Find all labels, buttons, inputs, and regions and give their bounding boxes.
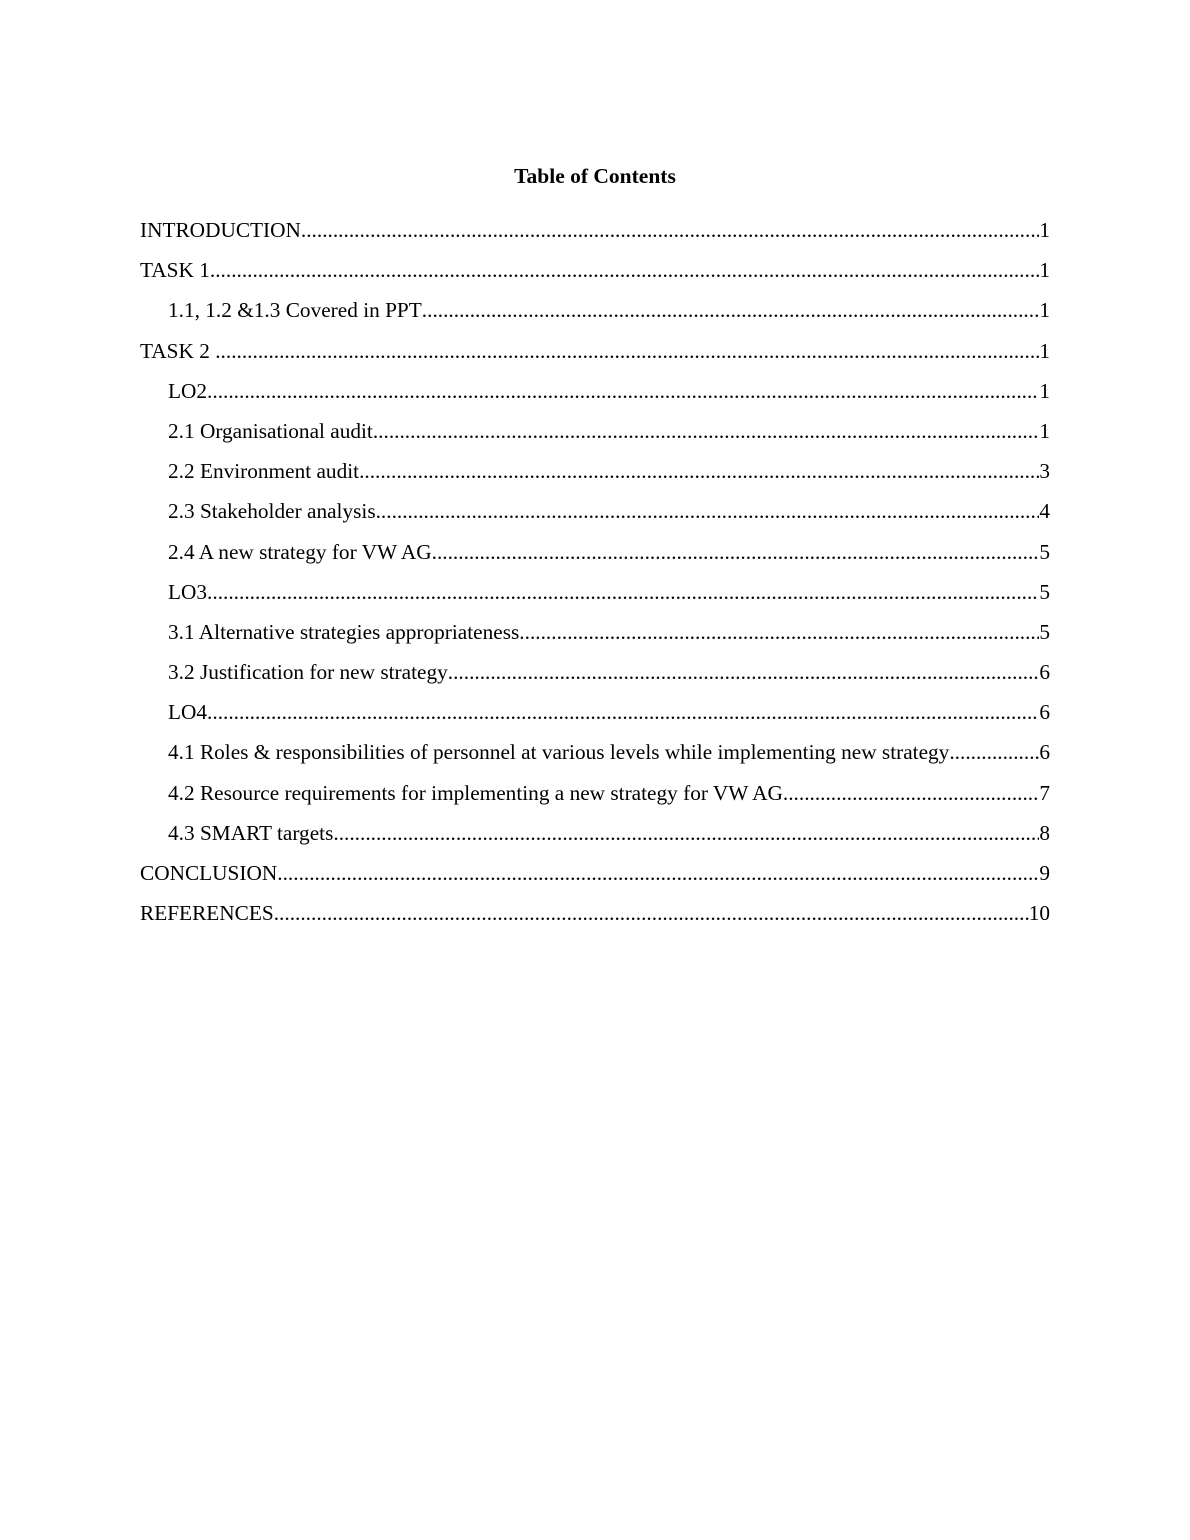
- toc-entry-label: CONCLUSION: [140, 861, 278, 885]
- toc-entry-page: 9: [1039, 861, 1050, 885]
- toc-entry[interactable]: [140, 216, 1050, 256]
- dot-leader: [277, 859, 1039, 887]
- toc-entry-label: 2.4 A new strategy for VW AG: [168, 539, 432, 564]
- toc-entry[interactable]: [140, 337, 1050, 377]
- toc-entry[interactable]: [140, 457, 1050, 497]
- toc-entry[interactable]: [140, 538, 1050, 578]
- toc-entry-page: 4: [1039, 499, 1050, 524]
- dot-leader: [210, 256, 1039, 284]
- toc-entry-label: 4.1 Roles & responsibilities of personnel at various levels while implementing new strategy: [168, 740, 950, 765]
- toc-entry[interactable]: [140, 658, 1050, 698]
- toc-entry[interactable]: [140, 698, 1050, 738]
- toc-entry[interactable]: [140, 377, 1050, 417]
- toc-entry-label: LO3: [168, 579, 208, 604]
- toc-entry[interactable]: [140, 859, 1050, 899]
- toc-entry-label: TASK 1: [140, 258, 210, 283]
- toc-entry-page: 1: [1039, 218, 1050, 242]
- toc-entry-page: 7: [1039, 780, 1050, 805]
- toc-entry[interactable]: [140, 819, 1050, 859]
- toc-entry-page: 1: [1039, 378, 1050, 403]
- toc-entry-label: 4.3 SMART targets: [168, 820, 334, 845]
- dot-leader: [949, 738, 1039, 766]
- toc-entry-page: 1: [1039, 298, 1050, 323]
- dot-leader: [519, 618, 1039, 646]
- dot-leader: [333, 819, 1039, 847]
- toc-entry[interactable]: [140, 256, 1050, 296]
- dot-leader: [301, 216, 1039, 244]
- dot-leader: [432, 538, 1040, 566]
- table-of-contents: [140, 216, 1050, 939]
- dot-leader: [207, 698, 1039, 726]
- toc-entry[interactable]: [140, 497, 1050, 537]
- toc-entry-label: TASK 2: [140, 338, 216, 363]
- toc-entry-label: INTRODUCTION: [140, 218, 301, 242]
- toc-entry-page: 5: [1039, 619, 1050, 644]
- toc-entry-page: 5: [1039, 579, 1050, 604]
- dot-leader: [376, 497, 1040, 525]
- toc-entry-label: 1.1, 1.2 &1.3 Covered in PPT: [168, 298, 422, 323]
- toc-entry-page: 1: [1039, 258, 1050, 283]
- toc-entry[interactable]: [140, 779, 1050, 819]
- toc-entry[interactable]: [140, 618, 1050, 658]
- toc-entry-label: 2.3 Stakeholder analysis: [168, 499, 376, 524]
- toc-entry-label: 3.2 Justification for new strategy: [168, 660, 448, 685]
- toc-entry-page: 6: [1039, 700, 1050, 725]
- toc-entry[interactable]: [140, 578, 1050, 618]
- dot-leader: [215, 337, 1039, 365]
- toc-entry-page: 5: [1039, 539, 1050, 564]
- toc-entry[interactable]: [140, 296, 1050, 336]
- toc-entry-page: 6: [1039, 740, 1050, 765]
- toc-entry-page: 1: [1039, 338, 1050, 363]
- toc-entry-page: 1: [1039, 418, 1050, 443]
- toc-title: Table of Contents: [514, 164, 676, 188]
- dot-leader: [359, 457, 1039, 485]
- dot-leader: [448, 658, 1040, 686]
- toc-entry-label: LO2: [168, 378, 208, 403]
- toc-entry-page: 3: [1039, 459, 1050, 484]
- dot-leader: [373, 417, 1039, 445]
- toc-entry-label: 4.2 Resource requirements for implementing a new strategy for VW AG: [168, 780, 783, 805]
- toc-entry-label: REFERENCES: [140, 901, 274, 926]
- toc-entry-label: 3.1 Alternative strategies appropriateness: [168, 619, 520, 644]
- dot-leader: [422, 296, 1040, 324]
- toc-entry-label: LO4: [168, 700, 208, 725]
- toc-entry[interactable]: [140, 738, 1050, 778]
- toc-entry-page: 8: [1039, 820, 1050, 845]
- toc-entry-page: 6: [1039, 660, 1050, 685]
- dot-leader: [207, 578, 1039, 606]
- dot-leader: [274, 899, 1029, 927]
- dot-leader: [783, 779, 1039, 807]
- toc-entry-page: 10: [1028, 901, 1050, 926]
- toc-entry-label: 2.1 Organisational audit: [168, 418, 373, 443]
- dot-leader: [207, 377, 1039, 405]
- toc-entry[interactable]: [140, 899, 1050, 939]
- toc-entry-label: 2.2 Environment audit: [168, 459, 360, 484]
- toc-entry[interactable]: [140, 417, 1050, 457]
